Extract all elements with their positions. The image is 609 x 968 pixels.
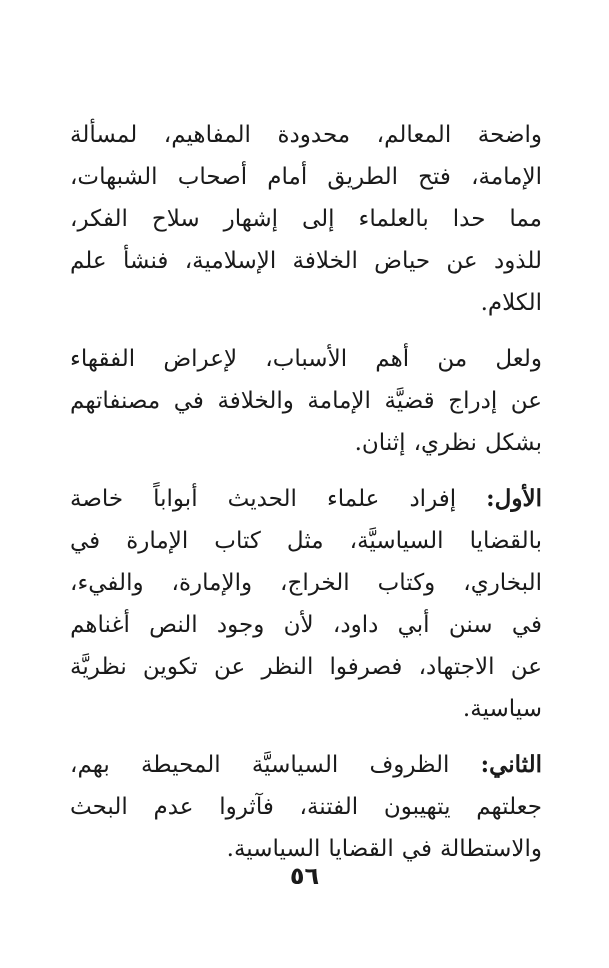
word: الاجتهاد،: [418, 654, 495, 680]
page-number: ٥٦: [289, 862, 320, 890]
word: بشكل: [484, 430, 542, 456]
word: قضيَّة: [384, 388, 435, 414]
text-line: [70, 786, 542, 828]
word: نظريَّة: [70, 654, 127, 680]
word: الطريق: [327, 164, 398, 190]
word: السياسيَّة،: [349, 528, 444, 554]
word: الفتنة،: [299, 794, 359, 820]
word: نظري،: [413, 430, 477, 456]
paragraph-lead: الأول:: [486, 485, 542, 512]
text-line: [70, 240, 542, 282]
word: خاصة: [70, 486, 124, 512]
word: بالعلماء: [358, 206, 429, 232]
word: أبي: [397, 612, 430, 638]
text-line: [70, 562, 542, 604]
word: فآثروا: [219, 794, 274, 820]
word: السياسية.: [226, 836, 321, 862]
word: أهم: [375, 346, 410, 372]
word: إثنان.: [354, 430, 406, 456]
word: مما: [509, 206, 542, 232]
word: الإسلامية،: [184, 248, 277, 274]
word: الظروف: [369, 752, 450, 778]
text-line: [70, 338, 542, 380]
word: الإمامة: [307, 388, 371, 414]
word: الإمامة،: [471, 164, 542, 190]
word: كتاب: [214, 528, 261, 554]
word: فنشأ: [122, 248, 169, 274]
word: عن: [446, 248, 478, 274]
word: في: [173, 388, 204, 414]
word: سياسية.: [462, 696, 542, 722]
word: النظر: [261, 654, 314, 680]
word: الشبهات،: [70, 164, 158, 190]
word: والخلافة: [217, 388, 294, 414]
word: الأسباب،: [265, 346, 348, 372]
word: حياض: [374, 248, 431, 274]
word: بهم،: [70, 752, 110, 778]
word: حدا: [452, 206, 486, 232]
word: وجود: [216, 612, 265, 638]
word: النص: [149, 612, 198, 638]
word: بالقضايا: [469, 528, 542, 554]
word: المحيطة: [140, 752, 221, 778]
word: للذود: [493, 248, 542, 274]
word: فتح: [418, 164, 451, 190]
word: الفكر،: [70, 206, 128, 232]
page-body: [70, 114, 542, 870]
word: المفاهيم،: [163, 122, 251, 148]
word: أغناهم: [70, 612, 130, 638]
word: الحديث: [227, 486, 297, 512]
word: ولعل: [495, 346, 542, 372]
word: إفراد: [409, 486, 457, 512]
word: مصنفاتهم: [70, 388, 161, 414]
word: علماء: [326, 486, 380, 512]
word: السياسيَّة: [251, 752, 339, 778]
word: أصحاب: [177, 164, 248, 190]
paragraph: [70, 114, 542, 324]
word: الخلافة: [292, 248, 358, 274]
word: جعلتهم: [476, 794, 542, 820]
word: في: [511, 612, 542, 638]
word: واضحة: [477, 122, 542, 148]
word: لأن: [283, 612, 314, 638]
word: الإمارة: [126, 528, 189, 554]
text-line: [70, 604, 542, 646]
text-line: [70, 282, 542, 324]
word: والفيء،: [70, 570, 144, 596]
paragraph-lead: الثاني:: [480, 751, 542, 778]
paragraph: [70, 478, 542, 730]
word: عن: [510, 654, 542, 680]
word: إلى: [302, 206, 335, 232]
paragraph-gap: [70, 324, 542, 338]
word: المعالم،: [376, 122, 452, 148]
text-line: [70, 478, 542, 520]
paragraph-gap: [70, 464, 542, 478]
text-line: [70, 744, 542, 786]
word: في: [401, 836, 432, 862]
text-line: [70, 380, 542, 422]
word: القضايا: [328, 836, 394, 862]
text-line: [70, 520, 542, 562]
word: البحث: [70, 794, 128, 820]
word: فصرفوا: [329, 654, 403, 680]
word: الكلام.: [480, 290, 542, 316]
word: البخاري،: [463, 570, 542, 596]
word: أمام: [267, 164, 308, 190]
text-line: [70, 688, 542, 730]
word: الخراج،: [280, 570, 350, 596]
word: أبواباً: [153, 486, 198, 512]
word: محدودة: [277, 122, 351, 148]
text-line: [70, 114, 542, 156]
text-line: [70, 198, 542, 240]
word: سلاح: [151, 206, 200, 232]
word: تكوين: [142, 654, 198, 680]
text-line: [70, 646, 542, 688]
paragraph: [70, 744, 542, 870]
text-line: [70, 422, 542, 464]
text-line: [70, 156, 542, 198]
word: والاستطالة: [439, 836, 542, 862]
word: إشهار: [223, 206, 279, 232]
word: في: [70, 528, 101, 554]
word: من: [437, 346, 468, 372]
paragraph: [70, 338, 542, 464]
word: عن: [510, 388, 542, 414]
word: وكتاب: [377, 570, 436, 596]
word: سنن: [448, 612, 493, 638]
word: مثل: [286, 528, 324, 554]
word: الفقهاء: [70, 346, 136, 372]
word: علم: [70, 248, 107, 274]
word: إدراج: [448, 388, 498, 414]
word: عدم: [153, 794, 194, 820]
word: والإمارة،: [171, 570, 253, 596]
word: داود،: [332, 612, 379, 638]
word: لإعراض: [163, 346, 238, 372]
word: عن: [214, 654, 246, 680]
paragraph-gap: [70, 730, 542, 744]
word: يتهيبون: [383, 794, 451, 820]
word: لمسألة: [70, 122, 138, 148]
